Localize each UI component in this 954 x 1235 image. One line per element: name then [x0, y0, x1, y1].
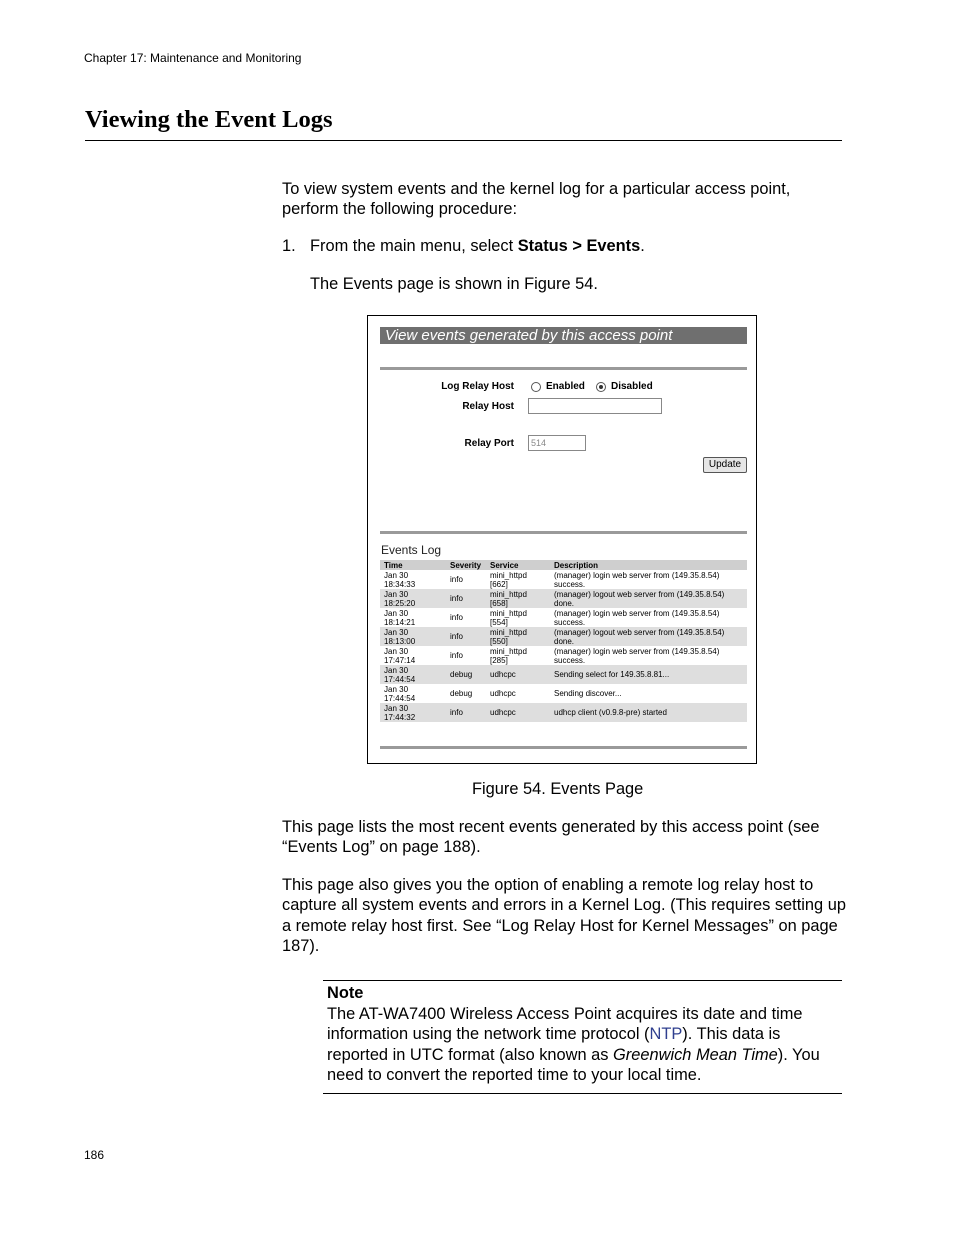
event-severity: info	[450, 651, 463, 660]
step-1-sub: The Events page is shown in Figure 54.	[310, 275, 598, 293]
enabled-radio[interactable]	[531, 382, 541, 392]
event-time: Jan 30 17:44:54	[384, 666, 416, 684]
event-severity: info	[450, 594, 463, 603]
event-time: Jan 30 17:44:54	[384, 685, 416, 703]
step-1	[282, 236, 645, 256]
event-severity: info	[450, 613, 463, 622]
paragraph-relay-host: This page also gives you the option of enabling a remote log relay host to capture all system events and errors in a Kernel Log. (This requires setting up a remote relay host first. See “Log Relay Host for Kernel Messages” on page 187).	[282, 876, 846, 956]
event-time: Jan 30 18:14:21	[384, 609, 416, 627]
note-text-3: ). You need to convert the reported time to your local time.	[327, 1045, 820, 1085]
table-header	[380, 560, 747, 570]
figure-title-bar: View events generated by this access point	[380, 327, 747, 344]
step-number: 1.	[282, 237, 296, 255]
table-row	[380, 608, 747, 627]
step-suffix: .	[640, 237, 645, 255]
column-description: Description	[554, 561, 599, 570]
disabled-label: Disabled	[611, 381, 653, 392]
figure-caption: Figure 54. Events Page	[472, 780, 644, 798]
chapter-header: Chapter 17: Maintenance and Monitoring	[84, 51, 302, 65]
table-row	[380, 627, 747, 646]
step-prefix: From the main menu, select	[310, 237, 518, 255]
note-text-2: ). This data is reported in UTC format (also known as	[327, 1025, 781, 1064]
note-top-rule	[323, 980, 842, 981]
event-description: (manager) login web server from (149.35.8.54) success.	[554, 571, 720, 589]
log-relay-host-label: Log Relay Host	[441, 381, 514, 392]
events-page-figure	[367, 315, 757, 764]
event-severity: info	[450, 708, 463, 717]
table-row	[380, 589, 747, 608]
section-title: Viewing the Event Logs	[85, 106, 333, 133]
table-row	[380, 684, 747, 703]
intro-paragraph: To view system events and the kernel log for a particular access point, perform the following procedure:	[282, 180, 791, 219]
event-description: (manager) logout web server from (149.35.8.54) done.	[554, 628, 725, 646]
event-time: Jan 30 18:34:33	[384, 571, 416, 589]
divider-bar	[380, 531, 747, 534]
table-row	[380, 646, 747, 665]
note-body	[327, 1004, 845, 1086]
ntp-link[interactable]: NTP	[649, 1025, 683, 1044]
event-service: mini_httpd [550]	[490, 628, 527, 646]
event-severity: info	[450, 575, 463, 584]
step-menu-path: Status > Events	[517, 237, 641, 255]
relay-port-input[interactable]: 514	[528, 435, 586, 451]
event-severity: debug	[450, 689, 473, 698]
event-description: udhcp client (v0.9.8-pre) started	[554, 708, 667, 717]
event-description: (manager) login web server from (149.35.8.54) success.	[554, 609, 720, 627]
events-log-table	[380, 560, 747, 722]
divider-bar	[380, 367, 747, 370]
event-description: (manager) login web server from (149.35.8.54) success.	[554, 647, 720, 665]
event-service: mini_httpd [662]	[490, 571, 527, 589]
page-number: 186	[84, 1148, 105, 1162]
enabled-label: Enabled	[546, 381, 585, 392]
event-severity: debug	[450, 670, 473, 679]
relay-port-label: Relay Port	[464, 438, 514, 449]
event-service: mini_httpd [658]	[490, 590, 527, 608]
relay-host-label: Relay Host	[462, 401, 514, 412]
column-service: Service	[490, 561, 519, 570]
note-text-1: The AT-WA7400 Wireless Access Point acquires its date and time information using the network time protocol (	[327, 1005, 803, 1044]
event-service: udhcpc	[490, 708, 516, 717]
update-button[interactable]: Update	[703, 457, 747, 473]
disabled-radio[interactable]	[596, 382, 606, 392]
note-title: Note	[327, 984, 364, 1002]
note-bottom-rule	[323, 1093, 842, 1094]
events-log-title: Events Log	[381, 543, 442, 557]
paragraph-events-log: This page lists the most recent events generated by this access point (see “Events Log” on page 188).	[282, 818, 820, 857]
divider-bar	[380, 746, 747, 749]
column-severity: Severity	[450, 561, 482, 570]
note-italic: Greenwich Mean Time	[613, 1045, 778, 1064]
event-description: Sending discover...	[554, 689, 622, 698]
event-service: udhcpc	[490, 689, 516, 698]
event-time: Jan 30 17:47:14	[384, 647, 416, 665]
title-rule	[85, 140, 842, 141]
event-description: Sending select for 149.35.8.81...	[554, 670, 670, 679]
table-row	[380, 703, 747, 722]
event-time: Jan 30 18:25:20	[384, 590, 416, 608]
relay-host-input[interactable]	[528, 398, 662, 414]
event-severity: info	[450, 632, 463, 641]
event-service: udhcpc	[490, 670, 516, 679]
event-description: (manager) logout web server from (149.35.8.54) done.	[554, 590, 725, 608]
event-service: mini_httpd [554]	[490, 609, 527, 627]
column-time: Time	[384, 561, 403, 570]
event-time: Jan 30 18:13:00	[384, 628, 416, 646]
event-service: mini_httpd [285]	[490, 647, 527, 665]
table-row	[380, 570, 747, 589]
table-row	[380, 665, 747, 684]
event-time: Jan 30 17:44:32	[384, 704, 416, 722]
